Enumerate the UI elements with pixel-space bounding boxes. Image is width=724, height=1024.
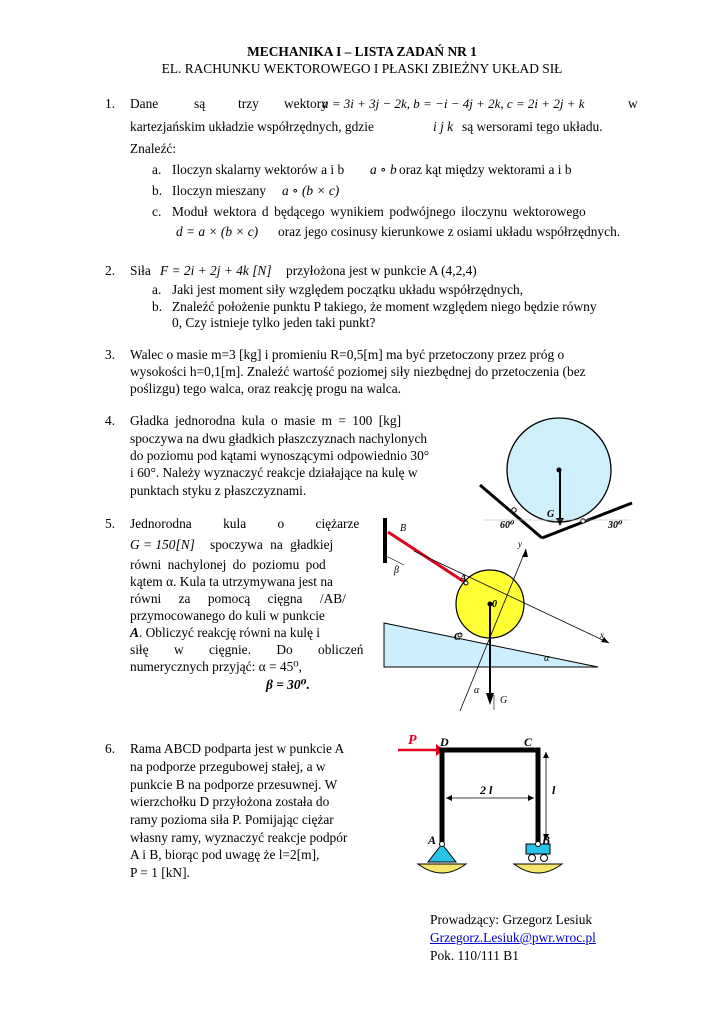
p5-line9: numerycznych przyjąć: α = 45⁰,	[130, 659, 303, 674]
p5-line7	[130, 625, 320, 641]
p1-b-formula: a ∘ (b × c)	[282, 183, 340, 198]
p2-b-text2: 0, Czy istnieje tylko jeden taki punkt?	[172, 315, 376, 330]
p5-line10: β = 30⁰.	[266, 677, 310, 692]
p1-a-label: a.	[152, 162, 162, 177]
problem-number: 5.	[105, 516, 116, 531]
fig5-label-y: y	[518, 539, 522, 549]
fig4-angle-right: 30⁰	[608, 520, 623, 531]
fig6-label-d: D	[440, 735, 449, 749]
p1-a-formula: a ∘ b	[370, 162, 397, 177]
p3-line3: poślizgu) tego walca, oraz reakcję progu na walca.	[130, 381, 402, 396]
p1-b-label: b.	[152, 183, 163, 198]
figure-6	[396, 730, 576, 890]
fig5-label-x: x	[600, 630, 604, 640]
p6-line5: ramy pozioma siła P. Pomijając ciężar	[130, 812, 334, 827]
p2-force-formula: F = 2i + 2j + 4k [N]	[160, 263, 272, 278]
p4-line1: Gładka jednorodna kula o masie m = 100 [kg]	[130, 413, 402, 428]
fig5-label-alpha: α	[474, 685, 480, 696]
p5-line4: kątem α. Kula ta utrzymywana jest na	[130, 574, 333, 589]
fig6-dim-l: l	[552, 783, 556, 797]
p1-word: wektory	[284, 96, 328, 111]
ground-b	[514, 864, 562, 873]
office: Pok. 110/111 B1	[430, 948, 519, 963]
p4-line3: do poziomu pod kątami wynoszącymi odpowiednio 30°	[130, 448, 430, 463]
instructor: Prowadzący: Grzegorz Lesiuk	[430, 912, 593, 927]
p1-line2-tail: są wersorami tego układu.	[462, 119, 603, 134]
p1-b-text: Iloczyn mieszany	[172, 183, 267, 198]
p1-c-tail: oraz jego cosinusy kierunkowe z osiami układu współrzędnych.	[278, 224, 621, 239]
p2-line1-tail: przyłożona jest w punkcie A (4,2,4)	[286, 263, 477, 278]
fig6-label-b: B	[542, 833, 551, 847]
page-title: MECHANIKA I – LISTA ZADAŃ NR 1	[247, 44, 477, 59]
p1-line2: kartezjańskim układzie współrzędnych, gdzie	[130, 119, 374, 134]
p5-line1: Jednorodna kula o ciężarze	[130, 516, 360, 531]
p3-line2: wysokości h=0,1[m]. Znaleźć wartość poziomej siły niezbędnej do przetoczenia (bez	[130, 364, 586, 379]
p5-weight-formula: G = 150[N]	[130, 537, 195, 552]
email-link[interactable]: Grzegorz.Lesiuk@pwr.wroc.pl	[430, 930, 596, 945]
p5-line5: równi za pomocą cięgna /AB/	[130, 591, 346, 606]
p1-a-tail: oraz kąt między wektorami a i b	[399, 162, 572, 177]
fig5-label-0: 0	[492, 599, 497, 610]
p3-line1: Walec o masie m=3 [kg] i promieniu R=0,5[m] ma być przetoczony przez próg o	[130, 347, 565, 362]
problem-number: 2.	[105, 263, 116, 278]
problem-number: 3.	[105, 347, 116, 362]
p6-line1: Rama ABCD podparta jest w punkcie A	[130, 741, 345, 756]
p1-word: są	[194, 96, 206, 111]
p1-c-label: c.	[152, 204, 162, 219]
page-subtitle: EL. RACHUNKU WEKTOROWEGO I PŁASKI ZBIEŻNY UKŁAD SIŁ	[161, 61, 563, 76]
p6-line3: punkcie B na podporze przesuwnej. W	[130, 777, 338, 792]
problem-number: 1.	[105, 96, 116, 111]
p6-line4: wierzchołku D przyłożona została do	[130, 794, 330, 809]
fig5-label-c: C	[454, 632, 461, 643]
p6-line7: A i B, biorąc pod uwagę że l=2[m],	[130, 847, 320, 862]
figure-5	[374, 515, 624, 715]
p1-c-text: Moduł wektora d będącego wynikiem podwójnego iloczynu wektorowego	[172, 204, 586, 219]
p1-word: trzy	[238, 96, 259, 111]
ground-a	[418, 864, 466, 873]
p2-b-text1: Znaleźć położenie punktu P takiego, że moment względem niego będzie równy	[172, 299, 597, 314]
fig5-label-beta: β	[394, 565, 399, 576]
fig6-dim-2l: 2 l	[480, 783, 493, 797]
p4-line5: punktach styku z płaszczyznami.	[130, 483, 307, 498]
p4-line4: i 60°. Należy wyznaczyć reakcje działające na kulę w	[130, 465, 418, 480]
p1-vectors-formula: a = 3i + 3j − 2k, b = −i − 4j + 2k, c = 2i + 2j + k	[322, 96, 585, 111]
p6-line2: na podporze przegubowej stałej, a w	[130, 759, 326, 774]
gravity-arrow-icon	[486, 693, 494, 705]
p5-line6: przymocowanego do kuli w punkcie	[130, 608, 325, 623]
p1-a-text: Iloczyn skalarny wektorów a i b	[172, 162, 345, 177]
p5-line8: siłę w cięgnie. Do obliczeń	[130, 642, 364, 657]
p6-line8: P = 1 [kN].	[130, 865, 190, 880]
p4-line2: spoczywa na dwu gładkich płaszczyznach nachylonych	[130, 431, 428, 446]
p2-a-text: Jaki jest moment siły względem początku układu współrzędnych,	[172, 282, 524, 297]
p1-word: w	[628, 96, 638, 111]
p2-b-label: b.	[152, 299, 163, 314]
fig5-label-g: G	[500, 695, 508, 706]
fig4-weight-label: G	[547, 509, 555, 520]
fig6-label-c: C	[524, 735, 533, 749]
p5-line7-text: . Obliczyć reakcję równi na kulę i	[138, 625, 321, 640]
fig5-label-a: A	[460, 573, 467, 584]
y-arrow-icon	[522, 549, 528, 557]
fig5-label-alpha: α	[544, 653, 550, 664]
p5-line2b: spoczywa na gładkiej	[210, 537, 334, 552]
p1-c-formula: d = a × (b × c)	[176, 224, 259, 239]
p2-label: Siła	[130, 263, 151, 278]
fig4-angle-left: 60⁰	[500, 520, 515, 531]
fig6-label-p: P	[408, 733, 417, 748]
problem-number: 6.	[105, 741, 116, 756]
p1-unit-vectors: i j k	[433, 119, 454, 134]
p2-a-label: a.	[152, 282, 162, 297]
p1-find: Znaleźć:	[130, 141, 177, 156]
fig6-label-a: A	[428, 833, 437, 847]
p5-line3: równi nachylonej do poziomu pod	[130, 557, 326, 572]
p1-word: Dane	[130, 96, 159, 111]
fig5-label-b: B	[400, 523, 407, 534]
problem-number: 4.	[105, 413, 116, 428]
p6-line6: własny ramy, wyznaczyć reakcje podpór	[130, 830, 348, 845]
p5-point-a: A	[130, 625, 139, 640]
